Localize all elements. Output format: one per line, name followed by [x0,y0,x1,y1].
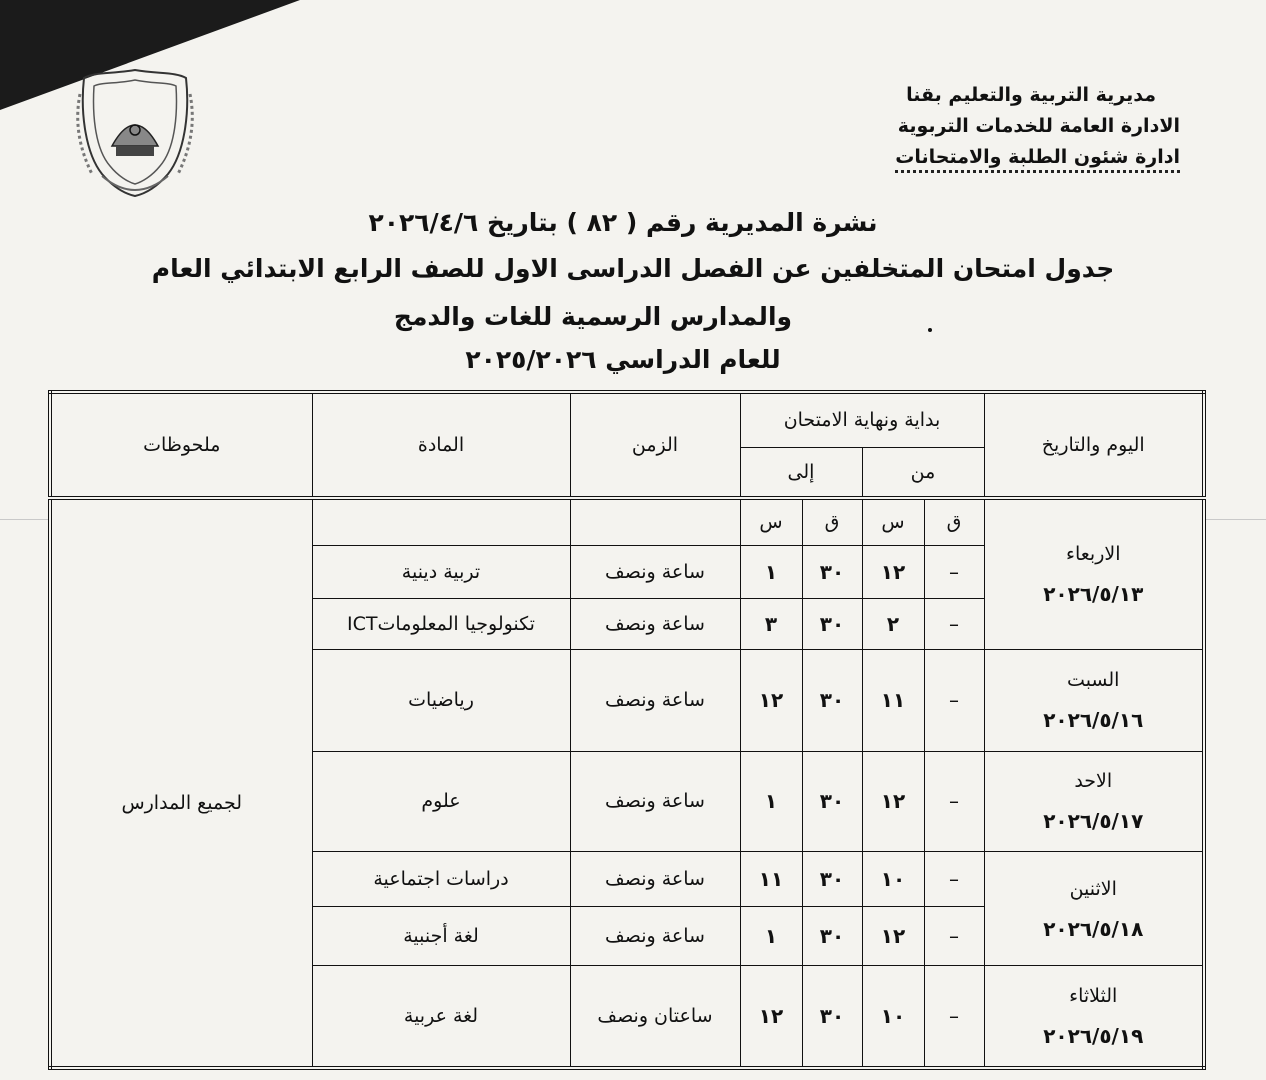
to-minutes: ٣٠ [802,966,862,1068]
header-notes: ملحوظات [50,392,312,498]
subject: دراسات اجتماعية [312,851,570,906]
to-minutes: ٣٠ [802,851,862,906]
from-minutes: – [924,649,984,751]
exam-date: ٢٠٢٦/٥/١٣ [1043,582,1144,607]
to-hours: ١ [740,907,802,966]
to-hours: ٣ [740,598,802,649]
duration: ساعة ونصف [570,851,740,906]
from-hours: ١٢ [862,907,924,966]
subject: تكنولوجيا المعلوماتICT [312,598,570,649]
day-date-cell [984,751,1204,851]
bulletin-title: نشرة المديرية رقم ( ٨٢ ) بتاريخ ٢٠٢٦/٤/٦ [368,208,878,237]
day-date-cell [984,851,1204,965]
header-line-directorate: مديرية التربية والتعليم بقنا [906,84,1156,106]
table-row [50,498,1204,545]
unit-from-minutes: ق [924,498,984,545]
exam-schedule-table [48,390,1206,1070]
directorate-seal-logo [72,64,198,198]
from-hours: ١٢ [862,751,924,851]
from-minutes: – [924,598,984,649]
header-start-end: بداية ونهاية الامتحان [740,392,984,447]
header-to: إلى [740,447,862,498]
from-minutes: – [924,751,984,851]
exam-date: ٢٠٢٦/٥/١٩ [1043,1024,1144,1049]
to-minutes: ٣٠ [802,649,862,751]
duration: ساعة ونصف [570,907,740,966]
from-minutes: – [924,966,984,1068]
to-minutes: ٣٠ [802,545,862,598]
duration: ساعة ونصف [570,751,740,851]
day-date-cell [984,649,1204,751]
from-minutes: – [924,851,984,906]
day-date-cell [984,966,1204,1068]
subject: رياضيات [312,649,570,751]
exam-date: ٢٠٢٦/٥/١٦ [1043,708,1144,733]
to-minutes: ٣٠ [802,598,862,649]
to-hours: ١ [740,545,802,598]
exam-date: ٢٠٢٦/٥/١٧ [1043,809,1144,834]
unit-from-hours: س [862,498,924,545]
duration: ساعة ونصف [570,598,740,649]
schedule-title: جدول امتحان المتخلفين عن الفصل الدراسى الاول للصف الرابع الابتدائي العام [151,254,1115,283]
from-hours: ١٠ [862,851,924,906]
notes-cell: لجميع المدارس [50,498,312,1068]
day-name: الاثنين [1069,877,1117,900]
header-line-students-admin [820,142,1180,173]
table-header-row [50,392,1204,447]
day-name: السبت [1067,669,1120,692]
subject: لغة أجنبية [312,907,570,966]
day-name: الاحد [1074,770,1113,793]
to-hours: ١١ [740,851,802,906]
to-hours: ١ [740,751,802,851]
header-from: من [862,447,984,498]
subject: لغة عربية [312,966,570,1068]
from-hours: ١٠ [862,966,924,1068]
from-hours: ١٢ [862,545,924,598]
academic-year-title: للعام الدراسي ٢٠٢٥/٢٠٢٦ [465,345,781,374]
duration-cell [570,498,740,545]
to-hours: ١٢ [740,966,802,1068]
unit-to-hours: س [740,498,802,545]
day-date-cell [984,498,1204,649]
schools-title: والمدارس الرسمية للغات والدمج [393,302,793,331]
header-line-general-admin: الادارة العامة للخدمات التربوية [897,115,1180,137]
duration: ساعة ونصف [570,649,740,751]
day-name: الثلاثاء [1069,985,1118,1008]
directorate-header [820,80,1180,173]
ink-dot [928,328,932,332]
from-hours: ٢ [862,598,924,649]
subject-cell [312,498,570,545]
from-minutes: – [924,545,984,598]
to-hours: ١٢ [740,649,802,751]
day-name: الاربعاء [1066,543,1121,566]
duration: ساعتان ونصف [570,966,740,1068]
to-minutes: ٣٠ [802,907,862,966]
unit-to-minutes: ق [802,498,862,545]
from-minutes: – [924,907,984,966]
header-day-date: اليوم والتاريخ [984,392,1204,498]
header-line-students-admin-text: ادارة شئون الطلبة والامتحانات [895,146,1180,173]
from-hours: ١١ [862,649,924,751]
subject: علوم [312,751,570,851]
exam-date: ٢٠٢٦/٥/١٨ [1043,916,1144,941]
header-subject: المادة [312,392,570,498]
header-duration: الزمن [570,392,740,498]
to-minutes: ٣٠ [802,751,862,851]
subject: تربية دينية [312,545,570,598]
duration: ساعة ونصف [570,545,740,598]
